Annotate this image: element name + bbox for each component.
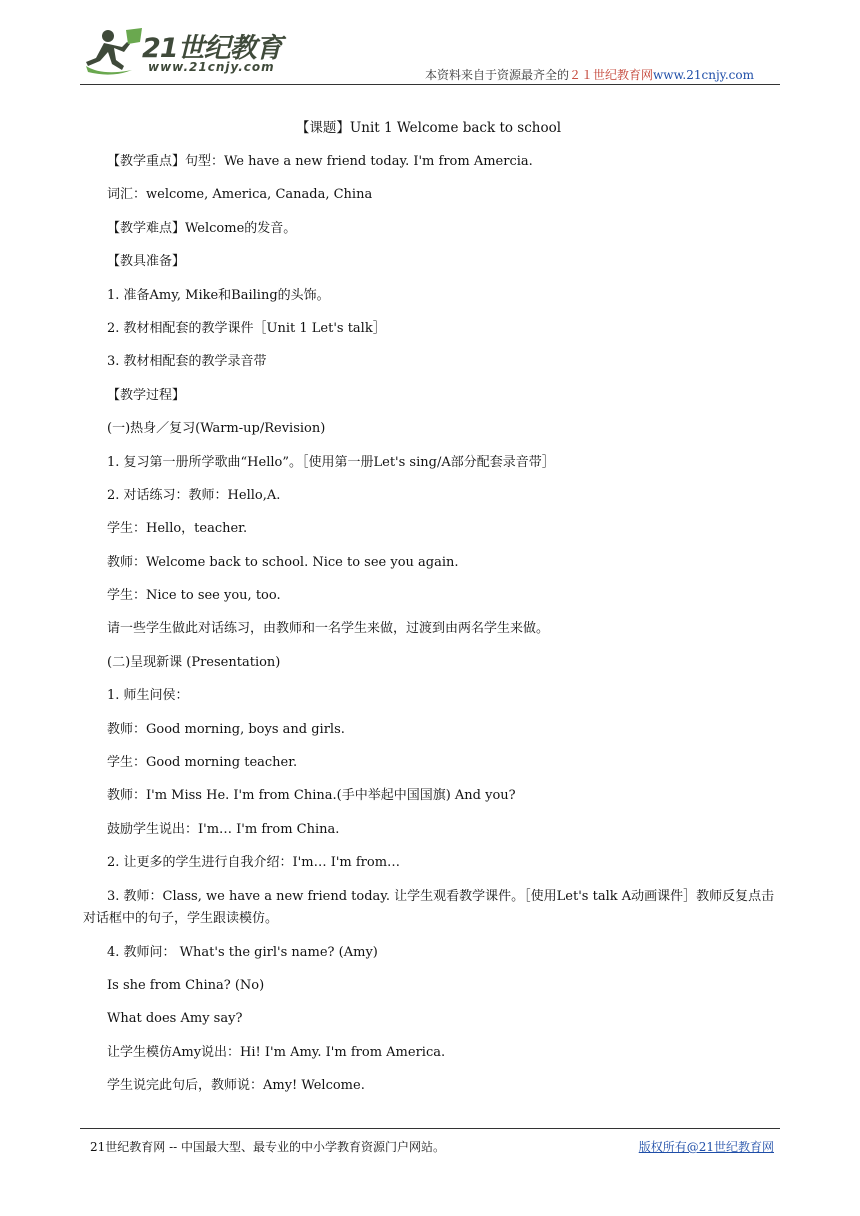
logo-text: 21世纪教育 [142, 33, 282, 64]
dialogue-line: 学生：Hello，teacher. [107, 521, 248, 537]
instruction-line: 请一些学生做此对话练习，由教师和一名学生来做，过渡到由两名学生来做。 [107, 621, 550, 637]
site-logo[interactable] [80, 24, 300, 84]
copyright-link[interactable]: 版权所有@21世纪教育网 [638, 1140, 774, 1154]
dialogue-line: 教师：Good morning, boys and girls. [107, 721, 345, 737]
presentation-step-1: 1. 师生问侯： [107, 688, 189, 704]
vocabulary-line: 词汇：welcome, America, Canada, China [107, 187, 373, 203]
dialogue-line: 教师：Welcome back to school. Nice to see you again. [107, 554, 459, 570]
dialogue-line: 教师：I'm Miss He. I'm from China.(手中举起中国国旗) And you? [107, 788, 516, 804]
lesson-title: 【课题】Unit 1 Welcome back to school [295, 120, 562, 136]
warmup-step-1: 1. 复习第一册所学歌曲“Hello”。［使用第一册Let's sing/A部分配套录音带］ [107, 454, 555, 470]
materials-item-3: 3. 教材相配套的教学录音带 [107, 354, 267, 370]
presentation-step-4: 4. 教师问： What's the girl's name? (Amy) [107, 944, 378, 960]
presentation-step-3: 3. 教师：Class, we have a new friend today. 让学生观看教学课件。［使用Let's talk A动画课件］教师反复点击对话框中的句子，学生跟读模仿。 [83, 888, 775, 926]
running-figure-icon [82, 26, 146, 82]
materials-item-2: 2. 教材相配套的教学课件［Unit 1 Let's talk］ [107, 320, 386, 336]
footer-divider [80, 1128, 780, 1129]
presentation-step-2: 2. 让更多的学生进行自我介绍：I'm… I'm from… [107, 855, 401, 871]
lesson-content [83, 112, 777, 1103]
warmup-step-2: 2. 对话练习：教师：Hello,A. [107, 487, 281, 503]
header-note [425, 66, 754, 83]
dialogue-line: 学生：Good morning teacher. [107, 755, 298, 771]
presentation-heading: (二)呈现新课 (Presentation) [107, 654, 281, 670]
logo-url: www.21cnjy.com [148, 60, 275, 74]
instruction-line: 学生说完此句后，教师说：Amy! Welcome. [107, 1078, 365, 1094]
teaching-difficulty: 【教学难点】Welcome的发音。 [107, 220, 297, 236]
dialogue-line: 学生：Nice to see you, too. [107, 588, 281, 604]
header-note-url[interactable]: www.21cnjy.com [653, 68, 754, 82]
warmup-heading: (一)热身／复习(Warm-up/Revision) [107, 421, 326, 437]
page-header [80, 20, 780, 88]
instruction-line: 鼓励学生说出：I'm… I'm from China. [107, 821, 340, 837]
process-heading: 【教学过程】 [107, 387, 186, 403]
footer-text: 21世纪教育网 -- 中国最大型、最专业的中小学教育资源门户网站。 [90, 1140, 446, 1154]
materials-item-1: 1. 准备Amy, Mike和Bailing的头饰。 [107, 287, 330, 303]
teaching-focus: 【教学重点】句型：We have a new friend today. I'm from Amercia. [107, 154, 533, 169]
materials-heading: 【教具准备】 [107, 254, 186, 270]
dialogue-line: What does Amy say? [107, 1011, 243, 1027]
header-note-prefix: 本资料来自于资源最齐全的 [425, 68, 570, 82]
dialogue-line: Is she from China? (No) [107, 977, 265, 993]
header-note-brand[interactable]: ２１世纪教育网 [569, 68, 654, 82]
header-divider [80, 84, 780, 85]
instruction-line: 让学生模仿Amy说出：Hi! I'm Amy. I'm from America. [107, 1044, 446, 1060]
